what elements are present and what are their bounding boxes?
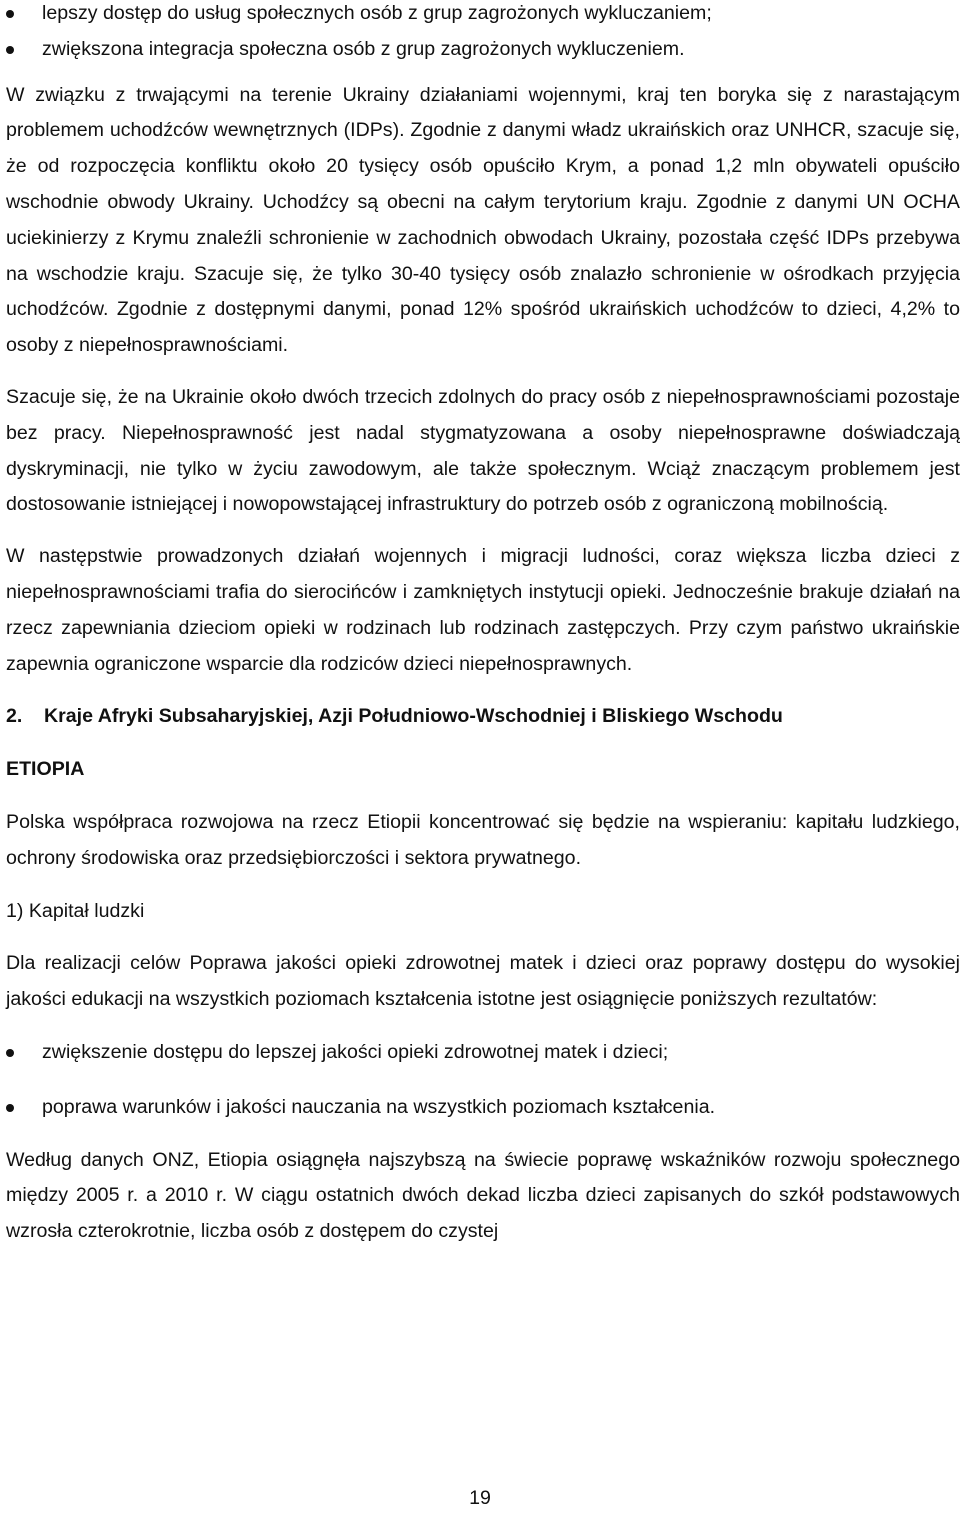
paragraph-children-institutions: W następstwie prowadzonych działań wojennych i migracji ludności, coraz większa liczba dzieci z niepełnosprawnościami trafia do sierocińców i zamkniętych instytucji opieki. Jednocześnie brakuje działań na rzecz zapewniania dzieciom opieki w rodzinach lub rodzinach zastępczych. Przy czym państwo ukraińskie zapewnia ograniczone wsparcie dla rodziców dzieci niepełnosprawnych.	[6, 545, 960, 675]
list-item	[6, 1035, 960, 1071]
paragraph-un-data: Według danych ONZ, Etiopia osiągnęła najszybszą na świecie poprawę wskaźników rozwoju społecznego między 2005 r. a 2010 r. W ciągu ostatnich dwóch dekad liczba dzieci zapisanych do szkół podstawowych wzrosła czterokrotnie, liczba osób z dostępem do czystej	[6, 1148, 960, 1243]
paragraph-goals: Dla realizacji celów Poprawa jakości opieki zdrowotnej matek i dzieci oraz poprawy dostępu do wysokiej jakości edukacji na wszystkich poziomach kształcenia istotne jest osiągnięcie poniższych rezultatów:	[6, 952, 960, 1011]
paragraph-disability-employment: Szacuje się, że na Ukrainie około dwóch trzecich zdolnych do pracy osób z niepełnosprawnościami pozostaje bez pracy. Niepełnosprawność jest nadal stygmatyzowana a osoby niepełnosprawne doświadczają dyskryminacji, nie tylko w życiu zawodowym, ale także społecznym. Wciąż znaczącym problemem jest dostosowanie istniejącej i nowopowstającej infrastruktury do potrzeb osób z ograniczoną mobilnością.	[6, 385, 960, 516]
section-heading	[6, 699, 960, 735]
bullet-dot-icon	[6, 46, 14, 54]
section-number: 2.	[6, 705, 23, 728]
bullet-text: zwiększenie dostępu do lepszej jakości opieki zdrowotnej matek i dzieci;	[42, 1040, 669, 1063]
bullet-list-top	[6, 0, 960, 68]
section-title: Kraje Afryki Subsaharyjskiej, Azji Południowo-Wschodniej i Bliskiego Wschodu	[44, 705, 783, 728]
page-content	[6, 0, 960, 1250]
list-item	[6, 0, 960, 32]
bullet-text: zwiększona integracja społeczna osób z grup zagrożonych wykluczeniem.	[42, 37, 685, 60]
list-item	[6, 32, 960, 68]
bullet-dot-icon	[6, 1104, 14, 1112]
list-item	[6, 1090, 960, 1126]
country-heading: ETIOPIA	[6, 758, 85, 781]
bullet-dot-icon	[6, 10, 14, 18]
bullet-dot-icon	[6, 1049, 14, 1057]
bullet-text: lepszy dostęp do usług społecznych osób z grup zagrożonych wykluczaniem;	[42, 2, 712, 24]
bullet-list-results	[6, 1035, 960, 1126]
page-number: 19	[469, 1487, 491, 1509]
subheading-human-capital: 1) Kapitał ludzki	[6, 899, 145, 922]
paragraph-ukraine-idps: W związku z trwającymi na terenie Ukrainy działaniami wojennymi, kraj ten boryka się z narastającym problemem uchodźców wewnętrznych (IDPs). Zgodnie z danymi władz ukraińskich oraz UNHCR, szacuje się, że od rozpoczęcia konfliktu około 20 tysięcy osób opuściło Krym, a ponad 1,2 mln obywateli opuściło wschodnie obwody Ukrainy. Uchodźcy są obecni na całym terytorium kraju. Zgodnie z danymi UN OCHA uciekinierzy z Krymu znaleźli schronienie w zachodnich obwodach Ukrainy, pozostała część IDPs przebywa na wschodzie kraju. Szacuje się, że tylko 30-40 tysięcy osób znalazło schronienie w ośrodkach przyjęcia uchodźców. Zgodnie z dostępnymi danymi, ponad 12% spośród ukraińskich uchodźców to dzieci, 4,2% to osoby z niepełnosprawnościami.	[6, 83, 960, 357]
bullet-text: poprawa warunków i jakości nauczania na wszystkich poziomach kształcenia.	[42, 1095, 716, 1118]
paragraph-ethiopia-cooperation: Polska współpraca rozwojowa na rzecz Etiopii koncentrować się będzie na wspieraniu: kapitału ludzkiego, ochrony środowiska oraz przedsiębiorczości i sektora prywatnego.	[6, 810, 960, 869]
